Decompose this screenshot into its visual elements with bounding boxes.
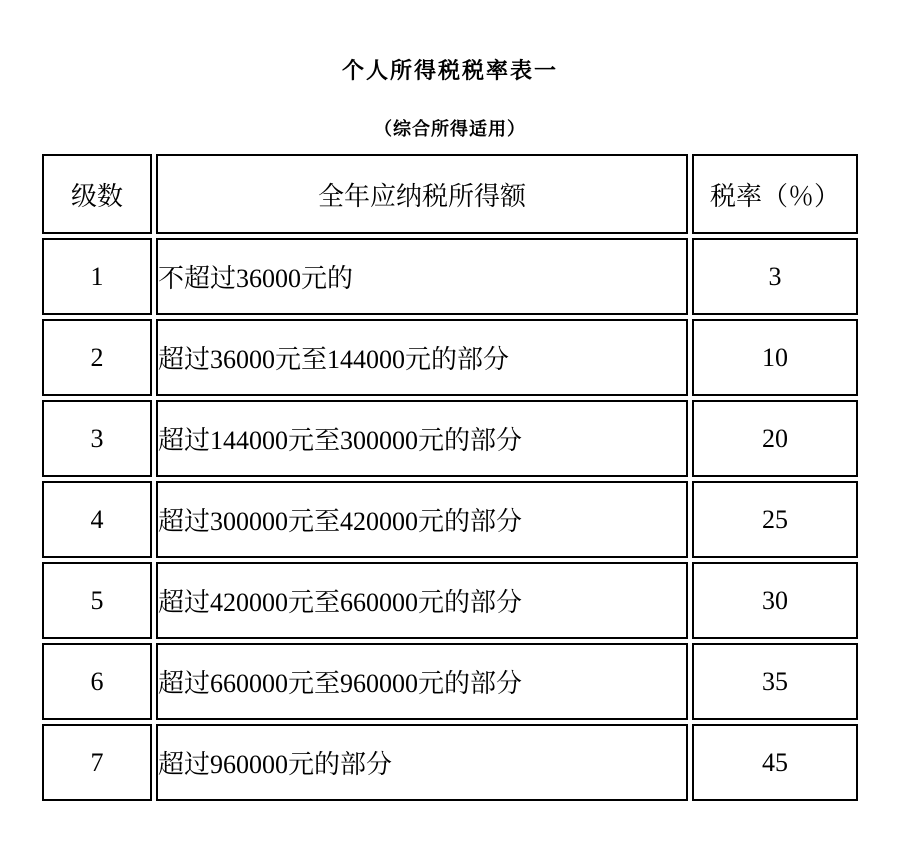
page-title: 个人所得税税率表一 [341,58,558,83]
cell-income: 超过36000元至144000元的部分 [156,319,688,396]
cell-rate: 3 [692,238,858,315]
cell-rate: 10 [692,319,858,396]
cell-level: 2 [42,319,152,396]
table-row [42,724,858,801]
cell-rate: 30 [692,562,858,639]
cell-level: 6 [42,643,152,720]
header-cell-level: 级数 [42,154,152,234]
cell-income: 超过960000元的部分 [156,724,688,801]
cell-rate: 25 [692,481,858,558]
header-cell-rate: 税率（％） [692,154,858,234]
cell-income: 不超过36000元的 [156,238,688,315]
cell-income: 超过300000元至420000元的部分 [156,481,688,558]
table-row [42,562,858,639]
table-row [42,238,858,315]
cell-rate: 35 [692,643,858,720]
cell-level: 3 [42,400,152,477]
cell-level: 4 [42,481,152,558]
cell-income: 超过144000元至300000元的部分 [156,400,688,477]
header-cell-income: 全年应纳税所得额 [156,154,688,234]
cell-level: 5 [42,562,152,639]
table-row [42,319,858,396]
cell-level: 1 [42,238,152,315]
cell-income: 超过660000元至960000元的部分 [156,643,688,720]
cell-level: 7 [42,724,152,801]
cell-income: 超过420000元至660000元的部分 [156,562,688,639]
table-header-row [42,154,858,234]
cell-rate: 45 [692,724,858,801]
cell-rate: 20 [692,400,858,477]
table-row [42,481,858,558]
tax-rate-table [38,150,862,805]
table-row [42,400,858,477]
page-subtitle: （综合所得适用） [374,119,526,139]
table-row [42,643,858,720]
